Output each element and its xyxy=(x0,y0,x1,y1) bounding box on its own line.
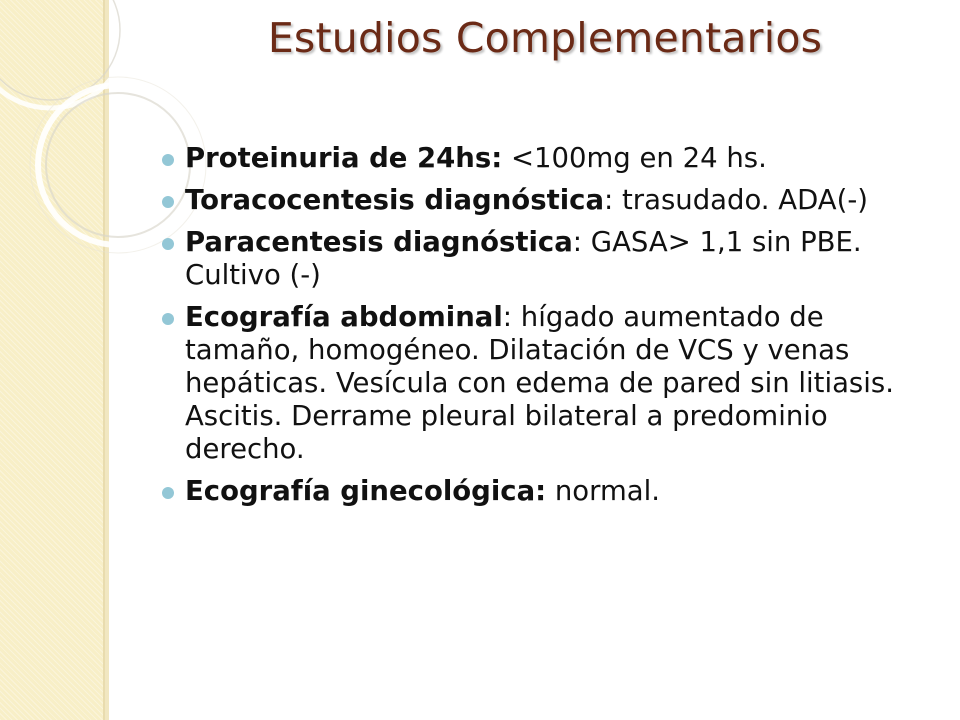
bullet-dot-icon xyxy=(162,238,174,250)
bullet-item xyxy=(162,142,932,175)
bullet-heading: Paracentesis diagnóstica xyxy=(185,226,573,258)
bullet-item xyxy=(162,184,932,217)
bullet-text: normal. xyxy=(546,475,660,507)
bullet-heading: Toracocentesis diagnóstica xyxy=(185,184,604,216)
bullet-item xyxy=(162,475,932,508)
bullet-heading: Proteinuria de 24hs: xyxy=(185,142,503,174)
slide-title: Estudios Complementarios xyxy=(267,14,823,62)
bullet-list xyxy=(162,142,932,517)
bullet-dot-icon xyxy=(162,196,174,208)
bullet-dot-icon xyxy=(162,313,174,325)
bullet-text: : hígado aumentado de tamaño, homogéneo. Dilatación de VCS y venas hepáticas. Vesícula con edema de pared sin litiasis. Ascitis. Derrame pleural bilateral a predominio derecho. xyxy=(185,301,894,465)
bullet-heading: Ecografía ginecológica: xyxy=(185,475,547,507)
bullet-heading: Ecografía abdominal xyxy=(185,301,503,333)
bullet-text: : GASA> 1,1 sin PBE. Cultivo (-) xyxy=(185,226,862,291)
bullet-text: <100mg en 24 hs. xyxy=(502,142,767,174)
bullet-item xyxy=(162,301,932,466)
bullet-dot-icon xyxy=(162,487,174,499)
bullet-dot-icon xyxy=(162,154,174,166)
bullet-item xyxy=(162,226,932,292)
bullet-text: : trasudado. ADA(-) xyxy=(604,184,868,216)
